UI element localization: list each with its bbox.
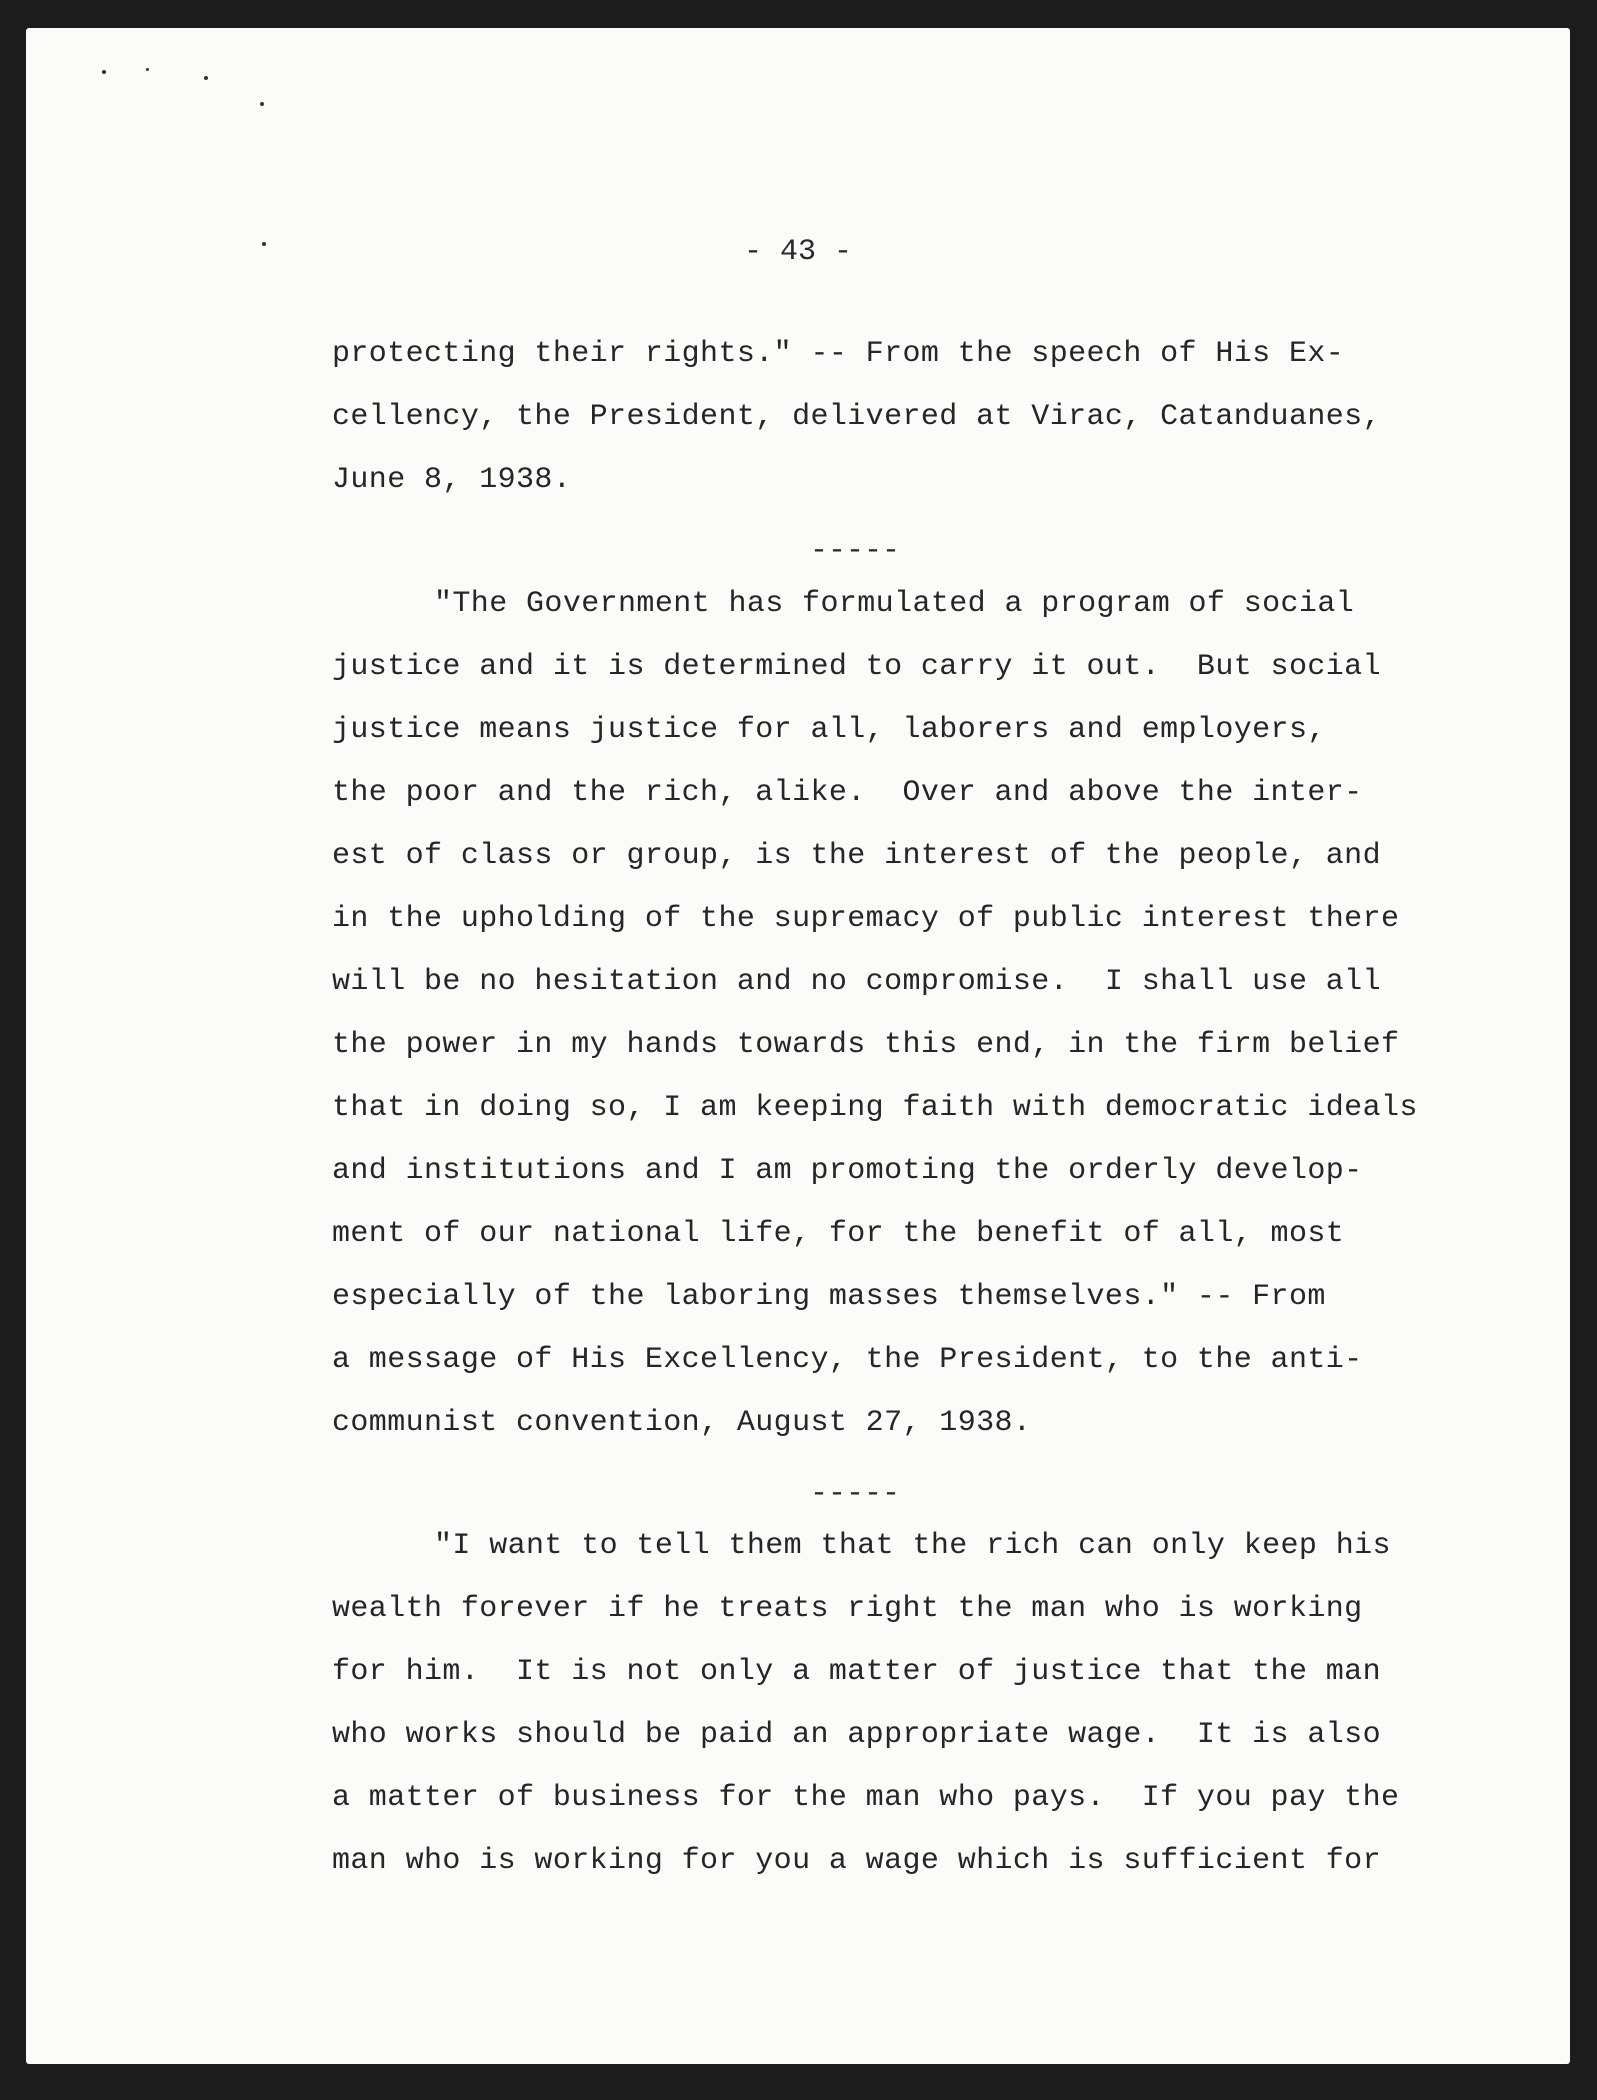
page-number: - 43 - <box>743 235 853 269</box>
scan-speck <box>102 70 106 74</box>
section-separator: ----- <box>810 1477 901 1511</box>
text-line: wealth forever if he treats right the man who is working <box>332 1592 1363 1626</box>
text-line: a message of His Excellency, the President, to the anti- <box>332 1343 1363 1377</box>
scan-speck <box>146 68 149 71</box>
text-line: cellency, the President, delivered at Virac, Catanduanes, <box>332 400 1381 434</box>
text-line: June 8, 1938. <box>332 463 572 497</box>
text-line: that in doing so, I am keeping faith with democratic ideals <box>332 1091 1418 1125</box>
text-line: who works should be paid an appropriate wage. It is also <box>332 1718 1381 1752</box>
text-line: communist convention, August 27, 1938. <box>332 1406 1032 1440</box>
scan-speck <box>260 102 264 106</box>
text-line: ment of our national life, for the benefit of all, most <box>332 1217 1345 1251</box>
text-line: justice means justice for all, laborers and employers, <box>332 713 1326 747</box>
text-line: justice and it is determined to carry it out. But social <box>332 650 1381 684</box>
text-line: "The Government has formulated a program of social <box>434 587 1355 621</box>
text-line: for him. It is not only a matter of justice that the man <box>332 1655 1381 1689</box>
text-line: in the upholding of the supremacy of public interest there <box>332 902 1400 936</box>
text-line: the power in my hands towards this end, in the firm belief <box>332 1028 1400 1062</box>
text-line: "I want to tell them that the rich can only keep his <box>434 1529 1391 1563</box>
text-line: a matter of business for the man who pays. If you pay the <box>332 1781 1400 1815</box>
text-line: especially of the laboring masses themselves." -- From <box>332 1280 1326 1314</box>
text-line: and institutions and I am promoting the orderly develop- <box>332 1154 1363 1188</box>
text-line: protecting their rights." -- From the speech of His Ex- <box>332 337 1345 371</box>
section-separator: ----- <box>810 534 901 568</box>
text-line: est of class or group, is the interest of the people, and <box>332 839 1381 873</box>
text-line: man who is working for you a wage which is sufficient for <box>332 1844 1381 1878</box>
scan-speck <box>204 76 208 80</box>
document-page <box>26 28 1570 2064</box>
text-line: the poor and the rich, alike. Over and above the inter- <box>332 776 1363 810</box>
text-line: will be no hesitation and no compromise. I shall use all <box>332 965 1381 999</box>
